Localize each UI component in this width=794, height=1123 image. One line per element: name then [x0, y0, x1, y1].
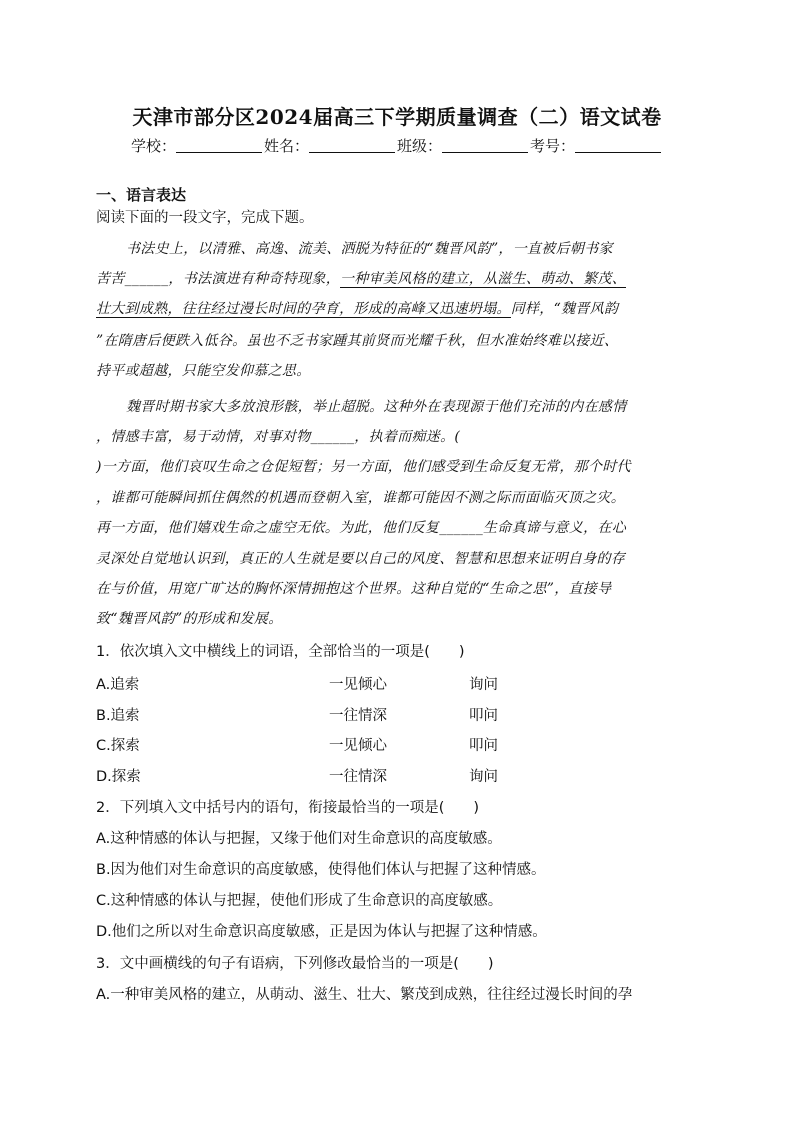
question-1-stem: 1．依次填入文中横线上的词语，全部恰当的一项是( )	[96, 644, 465, 660]
underlined-sentence: 壮大到成熟，往往经过漫长时间的孕育，形成的高峰又迅速坍塌。	[96, 301, 511, 317]
passage-line: 持平或超越，只能空发仰慕之思。	[96, 363, 311, 379]
name-label: 姓名：	[263, 137, 309, 155]
class-blank[interactable]	[442, 138, 528, 153]
q2-option-d[interactable]: D.他们之所以对生命意识高度敏感，正是因为体认与把握了这种情感。	[96, 924, 547, 940]
passage-text: 同样，“魏晋风韵	[510, 301, 619, 317]
student-info-row	[0, 135, 794, 156]
passage-line: ，谁都可能瞬间抓住偶然的机遇而登朝入室，谁都可能因不测之际而面临灭顶之灾。	[96, 490, 626, 506]
passage-line	[96, 298, 700, 318]
q1-option-d[interactable]: D.探索 一往情深 询问	[96, 769, 498, 785]
class-label: 班级：	[397, 137, 443, 155]
q2-option-c[interactable]: C.这种情感的体认与把握，使他们形成了生命意识的高度敏感。	[96, 893, 503, 909]
school-label: 学校：	[130, 137, 176, 155]
question-3-stem: 3．文中画横线的句子有语病，下列修改最恰当的一项是( )	[96, 956, 494, 972]
passage-line: ，情感丰富，易于动情，对事对物______，执着而痴迷。(	[96, 429, 461, 445]
q1-option-c[interactable]: C.探索 一见倾心 叩问	[96, 738, 498, 754]
q2-option-a[interactable]: A.这种情感的体认与把握，又缘于他们对生命意识的高度敏感。	[96, 831, 502, 847]
q3-option-a[interactable]: A.一种审美风格的建立，从萌动、滋生、壮大、繁茂到成熟，往往经过漫长时间的孕	[96, 987, 633, 1003]
passage-line: 在与价值，用宽广旷达的胸怀深情拥抱这个世界。这种自觉的“生命之思”，直接导	[96, 581, 612, 597]
passage-line: 魏晋时期书家大多放浪形骸，举止超脱。这种外在表现源于他们充沛的内在感情	[126, 399, 627, 415]
section-heading: 一、语言表达	[96, 186, 187, 204]
page-title: 天津市部分区2024届高三下学期质量调查（二）语文试卷	[132, 105, 662, 129]
passage-line	[96, 268, 700, 288]
section-instruction: 阅读下面的一段文字，完成下题。	[96, 210, 314, 226]
exam-no-label: 考号：	[530, 137, 576, 155]
school-blank[interactable]	[176, 138, 262, 153]
q2-option-b[interactable]: B.因为他们对生命意识的高度敏感，使得他们体认与把握了这种情感。	[96, 862, 546, 878]
passage-line: 再一方面，他们嬉戏生命之虚空无依。为此，他们反复______生命真谛与意义，在心	[96, 520, 626, 536]
passage-line: 致“魏晋风韵”的形成和发展。	[96, 611, 283, 627]
question-2-stem: 2．下列填入文中括号内的语句，衔接最恰当的一项是( )	[96, 800, 480, 816]
q1-option-b[interactable]: B.追索 一往情深 叩问	[96, 708, 498, 724]
passage-line: ”在隋唐后便跌入低谷。虽也不乏书家踵其前贤而光耀千秋，但水准始终难以接近、	[96, 333, 619, 349]
passage-line: 书法史上，以清雅、高逸、流美、洒脱为特征的“魏晋风韵”，一直被后朝书家	[126, 241, 613, 257]
passage-line: )一方面，他们哀叹生命之仓促短暂；另一方面，他们感受到生命反复无常，那个时代	[96, 459, 631, 475]
exam-no-blank[interactable]	[575, 138, 661, 153]
underlined-sentence: 一种审美风格的建立，从滋生、萌动、繁茂、	[340, 271, 626, 287]
passage-line: 灵深处自觉地认识到，真正的人生就是要以自己的风度、智慧和思想来证明自身的存	[96, 551, 626, 567]
passage-text: 苦苦______，书法演进有种奇特现象，	[96, 271, 340, 287]
q1-option-a[interactable]: A.追索 一见倾心 询问	[96, 677, 498, 693]
name-blank[interactable]	[309, 138, 395, 153]
